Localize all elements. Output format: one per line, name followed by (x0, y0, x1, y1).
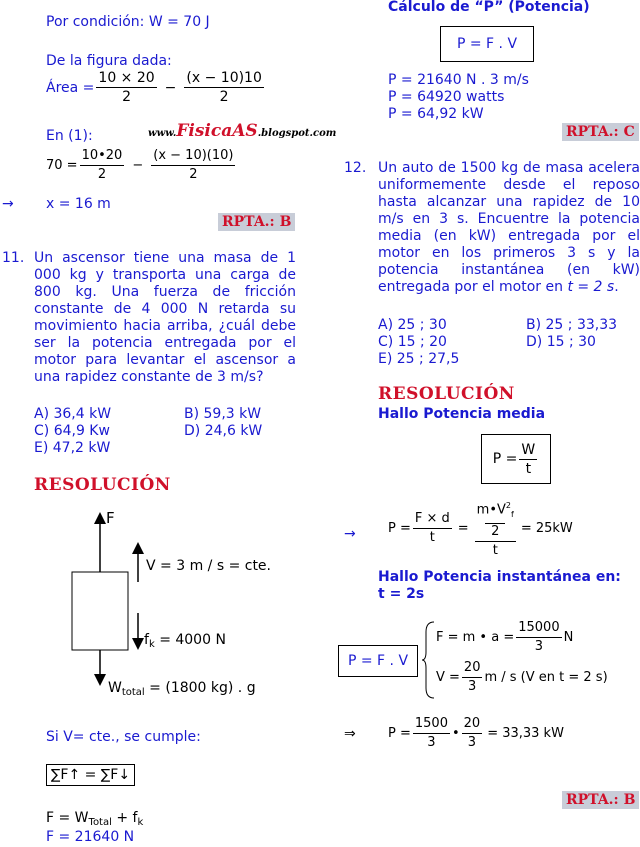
p-line-3: P = 64,92 kW (388, 106, 484, 122)
diagram-label-fk (144, 632, 226, 653)
f-eq-lhs: F = W (46, 810, 89, 826)
fk-value: = 4000 N (159, 632, 226, 648)
sys-f-unit: N (563, 630, 574, 645)
final-equation (388, 716, 564, 751)
eq1-fraction-2 (151, 148, 235, 183)
if-v-constant: Si V= cte., se cumple: (46, 729, 201, 745)
calc-p-title: Cálculo de “P” (Potencia) (388, 0, 590, 15)
pe-mv: m•V (476, 502, 506, 518)
fin-fraction-2 (462, 716, 483, 751)
eq1-den-2: 2 (189, 167, 198, 182)
fin-num-1: 1500 (413, 716, 450, 734)
from-figure-line: De la figura dada: (46, 53, 172, 69)
free-body-diagram (60, 508, 310, 698)
q12-number: 12. (344, 160, 367, 176)
pe-result: = 25kW (520, 520, 573, 536)
sys-v-fraction (462, 660, 483, 695)
area-fraction-2 (184, 70, 263, 105)
p-formula-box: P = F . V (440, 26, 534, 62)
force-value: F = 21640 N (46, 829, 135, 845)
pfv-box: P = F . V (338, 645, 418, 677)
q12-option-c: C) 15 ; 20 (378, 334, 447, 350)
p-line-2: P = 64920 watts (388, 89, 505, 105)
pe-den-2: t (492, 542, 498, 558)
f-eq-sub-k: k (137, 817, 144, 828)
sys-v-unit: m / s (V en t = 2 s) (484, 670, 608, 685)
watermark-prefix: www. (148, 128, 177, 139)
pm-den: t (525, 460, 532, 477)
fin-dot: • (451, 726, 460, 741)
eq1-fraction-1 (80, 148, 125, 183)
sys-f-lhs: F = m • a = (436, 630, 515, 645)
p-line-1: P = 21640 N . 3 m/s (388, 72, 529, 88)
force-equation (46, 810, 143, 831)
pe-sup: 2 (505, 501, 511, 510)
rpta-badge-b-right: RPTA.: B (562, 791, 639, 809)
diagram-label-f: F (106, 509, 115, 527)
q12-text-end: . (614, 279, 619, 295)
fk-subscript: k (148, 639, 155, 650)
q11-number: 11. (2, 250, 25, 266)
block-rect (72, 572, 128, 650)
minus-sign: − (164, 79, 177, 96)
pe-equals: = (457, 520, 469, 536)
eq1-lhs: 70 = (46, 158, 78, 173)
q12-option-d: D) 15 ; 30 (526, 334, 596, 350)
eq1-minus: − (132, 158, 144, 173)
w-subscript: total (121, 687, 145, 698)
q12-text-time: t = 2 s (567, 279, 615, 295)
hallo-potencia-media: Hallo Potencia media (378, 406, 546, 422)
q11-option-b: B) 59,3 kW (184, 406, 262, 422)
sys-v-lhs: V = (436, 670, 460, 685)
sys-v-den: 3 (468, 679, 477, 694)
q11-option-d: D) 24,6 kW (184, 423, 263, 439)
fin-fraction-1 (413, 716, 450, 751)
q12-option-b: B) 25 ; 33,33 (526, 317, 618, 333)
q12-text (378, 160, 640, 296)
area-fraction-1 (96, 70, 156, 105)
hallo-inst-1: Hallo Potencia instantánea en: (378, 569, 621, 585)
area-num-1: 10 × 20 (98, 70, 155, 86)
area-label: Área = (46, 79, 95, 96)
fin-lhs: P = (388, 726, 411, 741)
fin-num-2: 20 (462, 716, 483, 734)
pe-num-2 (475, 498, 516, 542)
pe-equation (388, 498, 573, 559)
pe-two: 2 (485, 523, 505, 540)
hallo-inst-2: t = 2s (378, 586, 425, 602)
fin-den-2: 3 (467, 735, 477, 750)
pm-lhs: P = (492, 451, 518, 467)
w-symbol: W (108, 680, 122, 696)
watermark-brand: FisicaAS (176, 121, 258, 141)
in-eq1-label: En (1): (46, 128, 93, 144)
q11-text: Un ascensor tiene una masa de 1 000 kg y transporta una carga de 800 kg. Una fuerza de fricción constante de 4 000 N retarda su movimiento hacia arriba, ¿cuál debe ser la potencia entregada por el motor para levantar el ascensor a una rapidez constante de 3 m/s? (34, 250, 296, 385)
f-eq-plus: + f (116, 810, 138, 826)
w-value: = (1800 kg) . g (149, 680, 256, 696)
watermark-logo (148, 121, 336, 144)
pe-num-2-top (477, 498, 514, 523)
sys-f-num: 15000 (516, 620, 561, 638)
f-eq-sub-total: Total (88, 817, 112, 828)
q12-option-e: E) 25 ; 27,5 (378, 351, 460, 367)
condition-line: Por condición: W = 70 J (46, 14, 210, 30)
rpta-badge-c: RPTA.: C (562, 123, 639, 141)
eq1-den-1: 2 (97, 167, 107, 182)
fin-den-1: 3 (427, 735, 436, 750)
eq1-num-2: (x − 10)(10) (151, 148, 235, 166)
pe-fraction-1 (413, 511, 452, 546)
resolucion-heading-right: RESOLUCIÓN (378, 384, 515, 404)
diagram-label-w (108, 680, 256, 701)
implies-icon: ⇒ (344, 726, 356, 742)
pm-formula-box (481, 434, 551, 484)
pe-den-1: t (429, 529, 435, 545)
system-v-line (436, 660, 608, 695)
sys-f-den: 3 (534, 639, 544, 654)
q11-option-c: C) 64,9 Kw (34, 423, 110, 439)
pe-lhs: P = (388, 520, 411, 536)
arrow-icon-right: → (344, 526, 356, 542)
q12-text-main: Un auto de 1500 kg de masa acelera uniformemente desde el reposo hasta alcanzar una rapidez de 10 m/s en 3 s. Encuentre la potencia media (en kW) entregada por el motor en los primeros 3 s y la potencia instantánea (en kW) entregada por el motor en (378, 160, 640, 295)
watermark-suffix: .blogspot.com (257, 128, 337, 139)
pe-sub: f (511, 509, 514, 519)
sys-v-num: 20 (462, 660, 483, 678)
eq1-num-1: 10•20 (80, 148, 125, 166)
system-brace (422, 620, 436, 700)
rpta-badge-b-left: RPTA.: B (218, 213, 295, 231)
result-x: x = 16 m (46, 196, 111, 212)
fin-result: = 33,33 kW (487, 726, 564, 741)
pe-num-1: F × d (413, 511, 452, 529)
fk-symbol: f (144, 632, 149, 648)
q12-option-a: A) 25 ; 30 (378, 317, 447, 333)
system-f-line (436, 620, 573, 655)
arrow-icon: → (2, 196, 14, 212)
eq1-equation (46, 148, 237, 183)
pm-fraction (519, 442, 537, 477)
q11-option-a: A) 36,4 kW (34, 406, 112, 422)
resolucion-heading-left: RESOLUCIÓN (34, 475, 171, 495)
area-den-2: 2 (219, 89, 229, 105)
q11-option-e: E) 47,2 kW (34, 440, 111, 456)
area-den-1: 2 (122, 89, 131, 105)
area-num-2: (x − 10)10 (186, 70, 262, 86)
sys-f-fraction (516, 620, 561, 655)
pe-fraction-2 (475, 498, 516, 559)
pm-num: W (521, 441, 536, 458)
diagram-label-v: V = 3 m / s = cte. (146, 558, 271, 574)
sum-forces-box: ∑F↑ = ∑F↓ (46, 764, 135, 786)
area-equation (46, 70, 266, 105)
